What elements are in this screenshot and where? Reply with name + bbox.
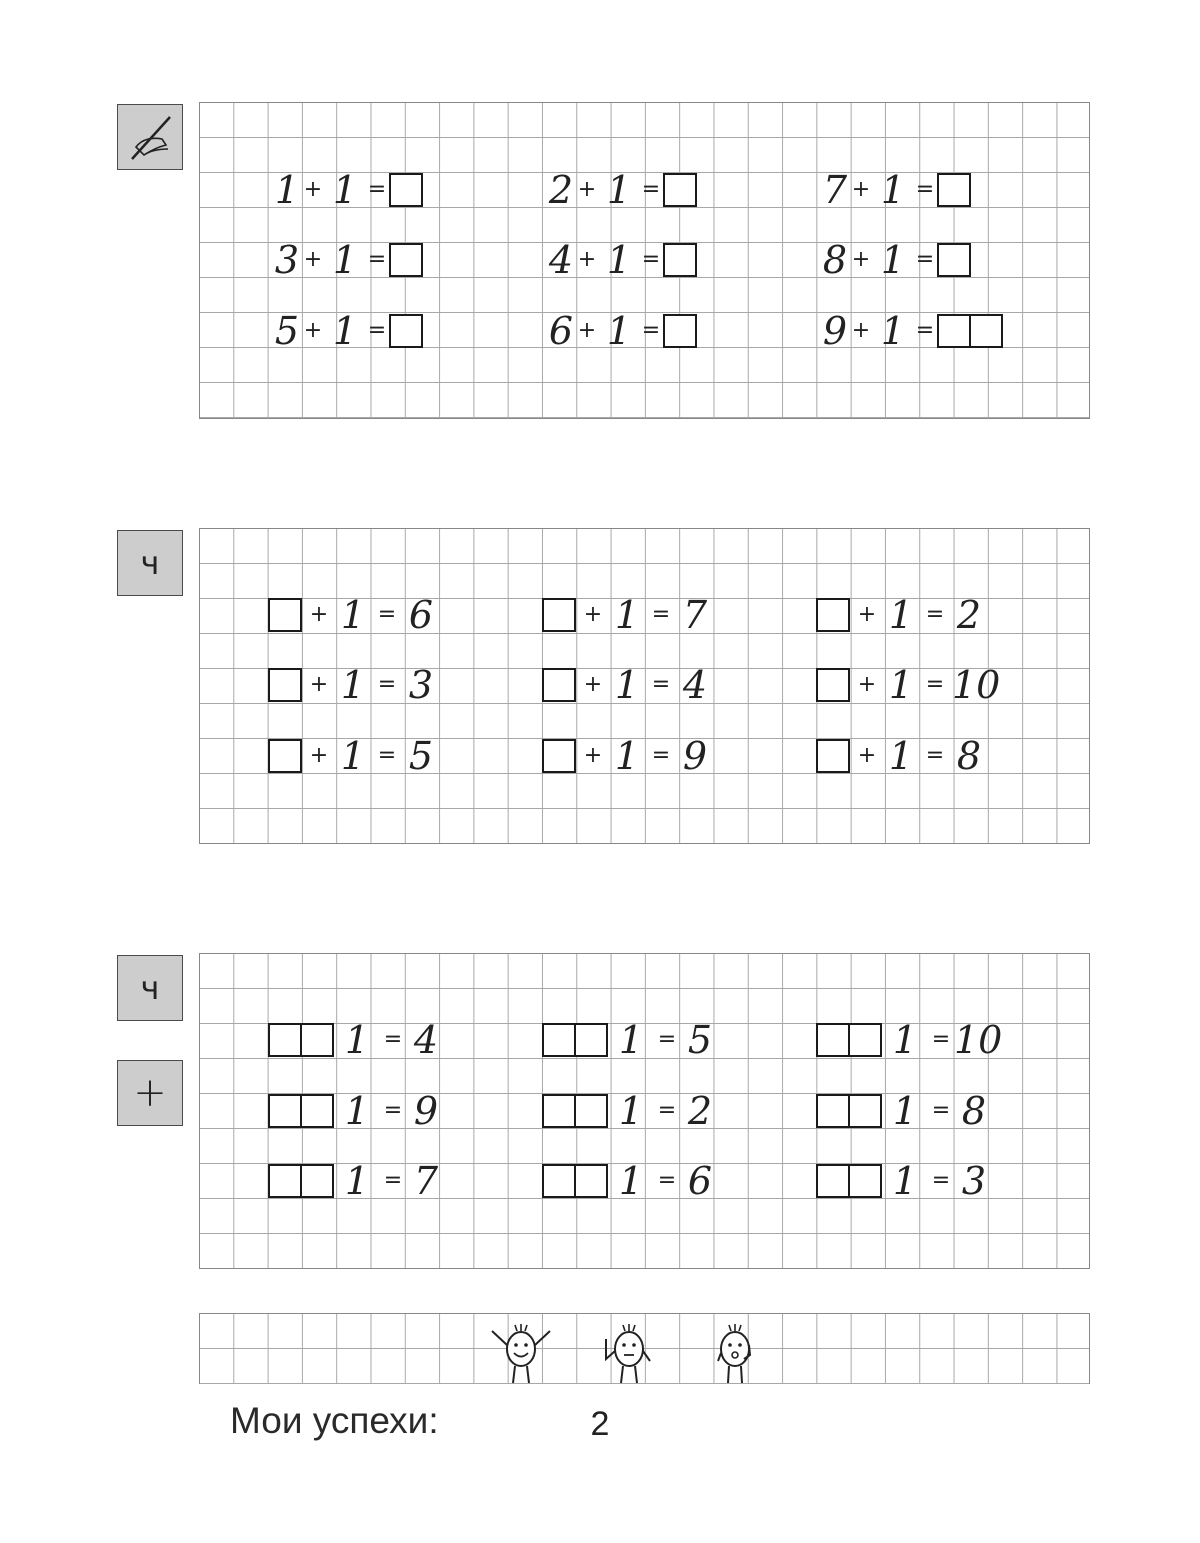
result: 6 bbox=[687, 1159, 713, 1203]
result: 5 bbox=[687, 1018, 713, 1062]
answer-box[interactable] bbox=[663, 243, 697, 277]
operator-box[interactable] bbox=[848, 1023, 882, 1057]
equation bbox=[268, 1018, 446, 1062]
equals-sign: = bbox=[367, 318, 387, 343]
addend-b: 1 bbox=[888, 663, 914, 707]
answer-box[interactable] bbox=[268, 668, 302, 702]
result: 2 bbox=[687, 1089, 713, 1133]
addend-a: 7 bbox=[822, 168, 848, 212]
equation bbox=[821, 168, 971, 212]
equals-sign: = bbox=[377, 743, 397, 768]
equation bbox=[821, 238, 971, 282]
operand-box[interactable] bbox=[816, 1094, 850, 1128]
equation bbox=[816, 1089, 994, 1133]
equation bbox=[547, 238, 697, 282]
plus-sign: + bbox=[303, 177, 323, 202]
plus-sign: + bbox=[857, 672, 877, 697]
equation bbox=[547, 168, 697, 212]
equals-sign: = bbox=[925, 743, 945, 768]
equation bbox=[542, 593, 712, 637]
addend-b: 1 bbox=[614, 593, 640, 637]
result: 5 bbox=[408, 734, 434, 778]
equals-sign: = bbox=[931, 1027, 951, 1052]
equals-sign: = bbox=[377, 602, 397, 627]
equation bbox=[547, 309, 697, 353]
result: 4 bbox=[682, 663, 708, 707]
equals-sign: = bbox=[915, 177, 935, 202]
equation bbox=[273, 238, 423, 282]
plus-sign: + bbox=[309, 672, 329, 697]
equation bbox=[816, 1018, 1003, 1062]
equals-sign: = bbox=[657, 1027, 677, 1052]
equals-sign: = bbox=[925, 672, 945, 697]
answer-box[interactable] bbox=[542, 739, 576, 773]
plus-sign: + bbox=[303, 318, 323, 343]
count-task-icon bbox=[117, 530, 183, 596]
plus-sign: + bbox=[851, 177, 871, 202]
count-glyph: ч bbox=[140, 544, 160, 582]
operand-box[interactable] bbox=[816, 1164, 850, 1198]
operator-box[interactable] bbox=[574, 1023, 608, 1057]
page-number: 2 bbox=[590, 1405, 610, 1443]
operand-box[interactable] bbox=[542, 1164, 576, 1198]
equals-sign: = bbox=[641, 247, 661, 272]
result: 10 bbox=[952, 663, 1001, 707]
operator-box[interactable] bbox=[848, 1164, 882, 1198]
equals-sign: = bbox=[367, 247, 387, 272]
addend-a: 9 bbox=[822, 309, 848, 353]
plus-sign: + bbox=[851, 247, 871, 272]
answer-box[interactable] bbox=[542, 598, 576, 632]
operator-box[interactable] bbox=[574, 1164, 608, 1198]
result: 9 bbox=[413, 1089, 439, 1133]
answer-box[interactable] bbox=[542, 668, 576, 702]
result: 10 bbox=[954, 1018, 1003, 1062]
answer-box[interactable] bbox=[816, 668, 850, 702]
equation bbox=[816, 1159, 994, 1203]
operand-box[interactable] bbox=[268, 1094, 302, 1128]
equation bbox=[821, 309, 1003, 353]
addend-b: 1 bbox=[880, 168, 906, 212]
plus-sign: + bbox=[577, 318, 597, 343]
answer-box[interactable] bbox=[268, 598, 302, 632]
addend-b: 1 bbox=[606, 238, 632, 282]
answer-box[interactable] bbox=[389, 173, 423, 207]
operand-box[interactable] bbox=[542, 1023, 576, 1057]
plus-sign: + bbox=[309, 743, 329, 768]
equation bbox=[542, 663, 712, 707]
equation bbox=[268, 1159, 446, 1203]
equals-sign: = bbox=[657, 1168, 677, 1193]
result: 4 bbox=[413, 1018, 439, 1062]
addend-b: 1 bbox=[340, 593, 366, 637]
addend-a: 6 bbox=[548, 309, 574, 353]
plus-sign: + bbox=[583, 743, 603, 768]
equals-sign: = bbox=[915, 318, 935, 343]
addend-b: 1 bbox=[344, 1089, 370, 1133]
plus-sign: + bbox=[857, 743, 877, 768]
answer-box[interactable] bbox=[969, 314, 1003, 348]
operand-box[interactable] bbox=[268, 1164, 302, 1198]
confused-face-icon[interactable] bbox=[700, 1315, 770, 1387]
operand-box[interactable] bbox=[268, 1023, 302, 1057]
answer-box[interactable] bbox=[268, 739, 302, 773]
addend-a: 2 bbox=[548, 168, 574, 212]
result: 9 bbox=[682, 734, 708, 778]
addend-b: 1 bbox=[892, 1018, 918, 1062]
addend-a: 5 bbox=[274, 309, 300, 353]
equation bbox=[268, 734, 438, 778]
addend-b: 1 bbox=[888, 593, 914, 637]
addend-b: 1 bbox=[606, 168, 632, 212]
equals-sign: = bbox=[651, 672, 671, 697]
equation bbox=[816, 663, 1001, 707]
equals-sign: = bbox=[657, 1098, 677, 1123]
equals-sign: = bbox=[367, 177, 387, 202]
addend-b: 1 bbox=[892, 1089, 918, 1133]
equation bbox=[273, 168, 423, 212]
equals-sign: = bbox=[383, 1168, 403, 1193]
equals-sign: = bbox=[915, 247, 935, 272]
plus-sign: + bbox=[583, 602, 603, 627]
equals-sign: = bbox=[651, 602, 671, 627]
operator-box[interactable] bbox=[300, 1023, 334, 1057]
answer-box[interactable] bbox=[937, 314, 971, 348]
result: 7 bbox=[413, 1159, 439, 1203]
equation bbox=[273, 309, 423, 353]
happy-face-icon[interactable] bbox=[486, 1315, 556, 1387]
addend-a: 8 bbox=[822, 238, 848, 282]
addend-b: 1 bbox=[332, 238, 358, 282]
result: 2 bbox=[956, 593, 982, 637]
addend-b: 1 bbox=[880, 238, 906, 282]
answer-box[interactable] bbox=[937, 173, 971, 207]
result: 3 bbox=[408, 663, 434, 707]
equation bbox=[542, 1159, 720, 1203]
equals-sign: = bbox=[651, 743, 671, 768]
addend-b: 1 bbox=[618, 1089, 644, 1133]
pencil-in-hand-icon bbox=[122, 109, 178, 165]
plus-task-icon bbox=[117, 1060, 183, 1126]
operand-box[interactable] bbox=[816, 1023, 850, 1057]
addend-b: 1 bbox=[614, 734, 640, 778]
result: 3 bbox=[961, 1159, 987, 1203]
equation bbox=[268, 1089, 446, 1133]
equation bbox=[816, 734, 986, 778]
result: 8 bbox=[956, 734, 982, 778]
equation bbox=[268, 663, 438, 707]
addend-b: 1 bbox=[606, 309, 632, 353]
plus-glyph: + bbox=[133, 1070, 167, 1116]
addend-b: 1 bbox=[344, 1159, 370, 1203]
answer-box[interactable] bbox=[663, 173, 697, 207]
answer-box[interactable] bbox=[937, 243, 971, 277]
addend-a: 3 bbox=[274, 238, 300, 282]
answer-box[interactable] bbox=[389, 314, 423, 348]
equation bbox=[542, 734, 712, 778]
equals-sign: = bbox=[641, 318, 661, 343]
equals-sign: = bbox=[931, 1098, 951, 1123]
successes-label: Мои успехи: bbox=[230, 1400, 439, 1441]
equals-sign: = bbox=[931, 1168, 951, 1193]
equation bbox=[816, 593, 986, 637]
equals-sign: = bbox=[925, 602, 945, 627]
addend-a: 1 bbox=[274, 168, 300, 212]
result: 7 bbox=[682, 593, 708, 637]
result: 6 bbox=[408, 593, 434, 637]
plus-sign: + bbox=[583, 672, 603, 697]
count-glyph: ч bbox=[140, 969, 160, 1007]
operator-box[interactable] bbox=[300, 1164, 334, 1198]
answer-box[interactable] bbox=[816, 598, 850, 632]
count-task-icon-2 bbox=[117, 955, 183, 1021]
neutral-face-icon[interactable] bbox=[594, 1315, 664, 1387]
addend-b: 1 bbox=[344, 1018, 370, 1062]
addend-b: 1 bbox=[340, 734, 366, 778]
plus-sign: + bbox=[309, 602, 329, 627]
equation bbox=[542, 1089, 720, 1133]
answer-box[interactable] bbox=[663, 314, 697, 348]
answer-box[interactable] bbox=[816, 739, 850, 773]
equation bbox=[268, 593, 438, 637]
addend-b: 1 bbox=[340, 663, 366, 707]
equals-sign: = bbox=[377, 672, 397, 697]
addend-b: 1 bbox=[892, 1159, 918, 1203]
plus-sign: + bbox=[857, 602, 877, 627]
addend-b: 1 bbox=[880, 309, 906, 353]
addend-b: 1 bbox=[332, 309, 358, 353]
addend-a: 4 bbox=[548, 238, 574, 282]
addend-b: 1 bbox=[618, 1018, 644, 1062]
operand-box[interactable] bbox=[542, 1094, 576, 1128]
plus-sign: + bbox=[577, 247, 597, 272]
operator-box[interactable] bbox=[300, 1094, 334, 1128]
addend-b: 1 bbox=[332, 168, 358, 212]
equals-sign: = bbox=[383, 1098, 403, 1123]
addend-b: 1 bbox=[888, 734, 914, 778]
equals-sign: = bbox=[383, 1027, 403, 1052]
answer-box[interactable] bbox=[389, 243, 423, 277]
result: 8 bbox=[961, 1089, 987, 1133]
plus-sign: + bbox=[577, 177, 597, 202]
operator-box[interactable] bbox=[848, 1094, 882, 1128]
plus-sign: + bbox=[851, 318, 871, 343]
pencil-task-icon bbox=[117, 104, 183, 170]
addend-b: 1 bbox=[618, 1159, 644, 1203]
addend-b: 1 bbox=[614, 663, 640, 707]
plus-sign: + bbox=[303, 247, 323, 272]
equals-sign: = bbox=[641, 177, 661, 202]
operator-box[interactable] bbox=[574, 1094, 608, 1128]
equation bbox=[542, 1018, 720, 1062]
